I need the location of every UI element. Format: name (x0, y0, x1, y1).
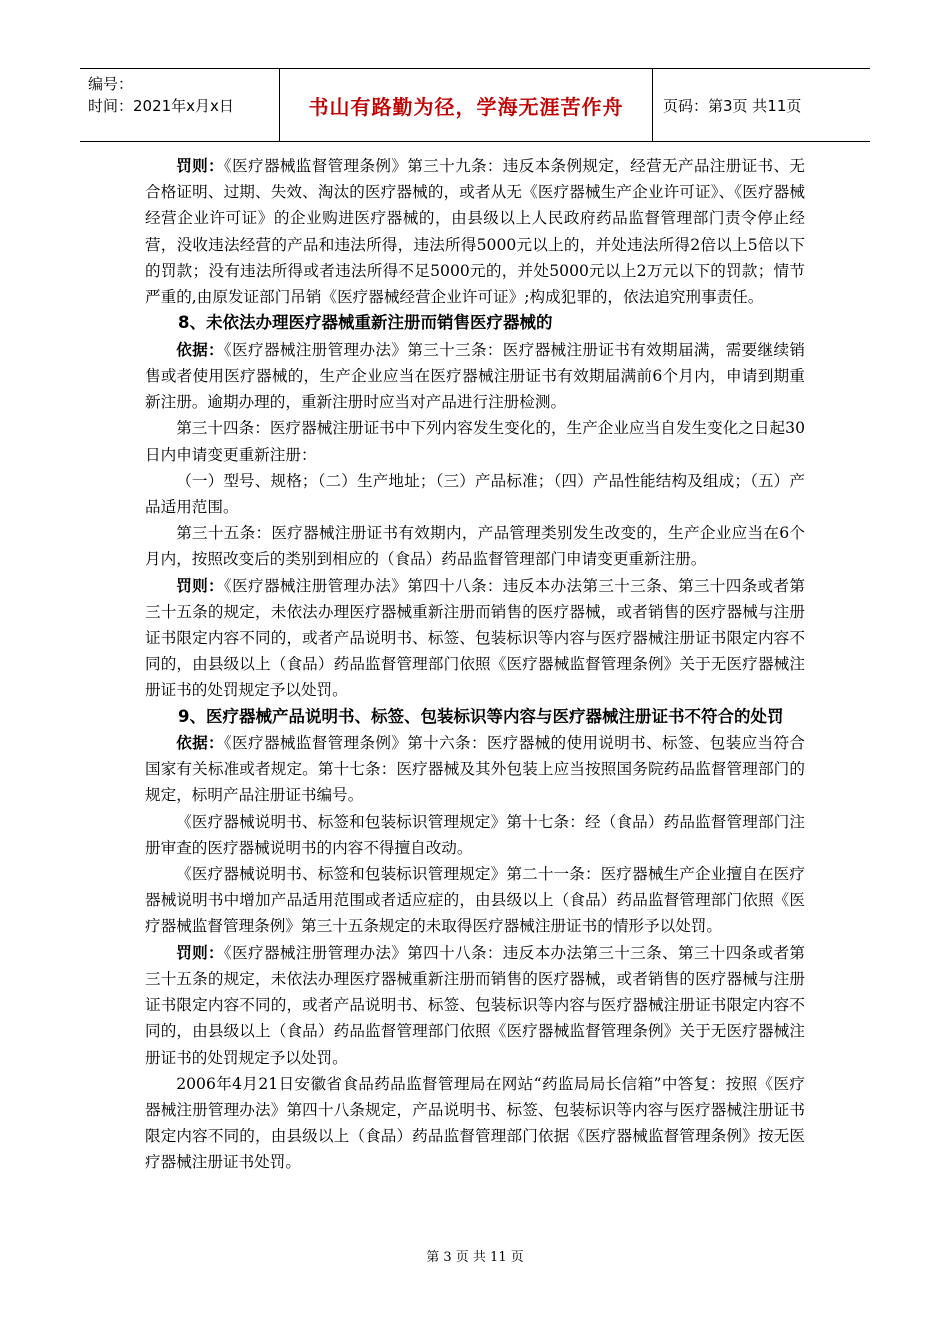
paragraph (145, 730, 805, 809)
paragraph-label: 罚则： (176, 943, 224, 962)
header-number-label: 编号： (88, 75, 134, 93)
document-body (145, 153, 805, 1176)
header-motto: 书山有路勤为径，学海无涯苦作舟 (280, 69, 653, 141)
paragraph-label: 罚则： (176, 157, 224, 175)
paragraph: 第三十四条：医疗器械注册证书中下列内容发生变化的，生产企业应当自发生变化之日起30日内申请变更重新注册： (145, 419, 805, 464)
paragraph (145, 337, 805, 416)
paragraph: 2006年4月21日安徽省食品药品监督管理局在网站“药监局局长信箱”中答复：按照《医疗器械注册管理办法》第四十八条规定，产品说明书、标签、包装标识等内容与医疗器械注册证书限定内容不同的，由县级以上（食品）药品监督管理部门依据《医疗器械监督管理条例》按无医疗器械注册证书处罚。 (145, 1074, 805, 1172)
page-footer: 第 3 页 共 11 页 (426, 1250, 524, 1265)
paragraph-label: 罚则： (176, 576, 224, 595)
paragraph-list: （一）型号、规格；（二）生产地址；（三）产品标准；（四）产品性能结构及组成；（五）产品适用范围。 (145, 471, 805, 516)
paragraph (145, 573, 805, 704)
page-header (80, 68, 870, 142)
paragraph (145, 153, 805, 310)
header-time-label: 时间：2021年x月x日 (88, 97, 234, 115)
paragraph-label: 依据： (176, 734, 224, 753)
paragraph-text: 《医疗器械监督管理条例》第三十九条：违反本条例规定，经营无产品注册证书、无合格证明、过期、失效、淘汰的医疗器械的，或者从无《医疗器械生产企业许可证》、《医疗器械经营企业许可证》的企业购进医疗器械的，由县级以上人民政府药品监督管理部门责令停止经营，没收违法经营的产品和违法所得，违法所得5000元以上的，并处违法所得2倍以上5倍以下的罚款；没有违法所得或者违法所得不足5000元的，并处5000元以上2万元以下的罚款；情节严重的,由原发证部门吊销《医疗器械经营企业许可证》;构成犯罪的，依法追究刑事责任。 (145, 157, 805, 307)
paragraph: 第三十五条：医疗器械注册证书有效期内，产品管理类别发生改变的，生产企业应当在6个月内，按照改变后的类别到相应的（食品）药品监督管理部门申请变更重新注册。 (145, 524, 805, 569)
paragraph (145, 940, 805, 1071)
paragraph-text: 《医疗器械监督管理条例》第十六条：医疗器械的使用说明书、标签、包装应当符合国家有关标准或者规定。第十七条：医疗器械及其外包装上应当按照国务院药品监督管理部门的规定，标明产品注册证书编号。 (145, 734, 805, 805)
section-heading-9: 9、医疗器械产品说明书、标签、包装标识等内容与医疗器械注册证书不符合的处罚 (178, 706, 784, 726)
paragraph-label: 依据： (176, 340, 224, 359)
header-page-info: 页码：第3页 共11页 (663, 96, 802, 115)
paragraph-text: 《医疗器械注册管理办法》第四十八条：违反本办法第三十三条、第三十四条或者第三十五条的规定，未依法办理医疗器械重新注册而销售的医疗器械，或者销售的医疗器械与注册证书限定内容不同的，或者产品说明书、标签、包装标识等内容与医疗器械注册证书限定内容不同的，由县级以上（食品）药品监督管理部门依照《医疗器械监督管理条例》关于无医疗器械注册证书的处罚规定予以处罚。 (145, 576, 805, 700)
paragraph-text: 《医疗器械注册管理办法》第三十三条：医疗器械注册证书有效期届满，需要继续销售或者使用医疗器械的，生产企业应当在医疗器械注册证书有效期届满前6个月内，申请到期重新注册。逾期办理的，重新注册时应当对产品进行注册检测。 (145, 340, 805, 412)
section-heading-8: 8、未依法办理医疗器械重新注册而销售医疗器械的 (178, 313, 553, 333)
paragraph: 《医疗器械说明书、标签和包装标识管理规定》第十七条：经（食品）药品监督管理部门注册审查的医疗器械说明书的内容不得擅自改动。 (145, 812, 805, 857)
header-meta (80, 69, 280, 141)
paragraph-text: 《医疗器械注册管理办法》第四十八条：违反本办法第三十三条、第三十四条或者第三十五条的规定，未依法办理医疗器械重新注册而销售的医疗器械，或者销售的医疗器械与注册证书限定内容不同的，或者产品说明书、标签、包装标识等内容与医疗器械注册证书限定内容不同的，由县级以上（食品）药品监督管理部门依照《医疗器械监督管理条例》关于无医疗器械注册证书的处罚规定予以处罚。 (145, 943, 805, 1067)
paragraph: 《医疗器械说明书、标签和包装标识管理规定》第二十一条：医疗器械生产企业擅自在医疗器械说明书中增加产品适用范围或者适应症的，由县级以上（食品）药品监督管理部门依照《医疗器械监督管理条例》第三十五条规定的未取得医疗器械注册证书的情形予以处罚。 (145, 865, 805, 936)
